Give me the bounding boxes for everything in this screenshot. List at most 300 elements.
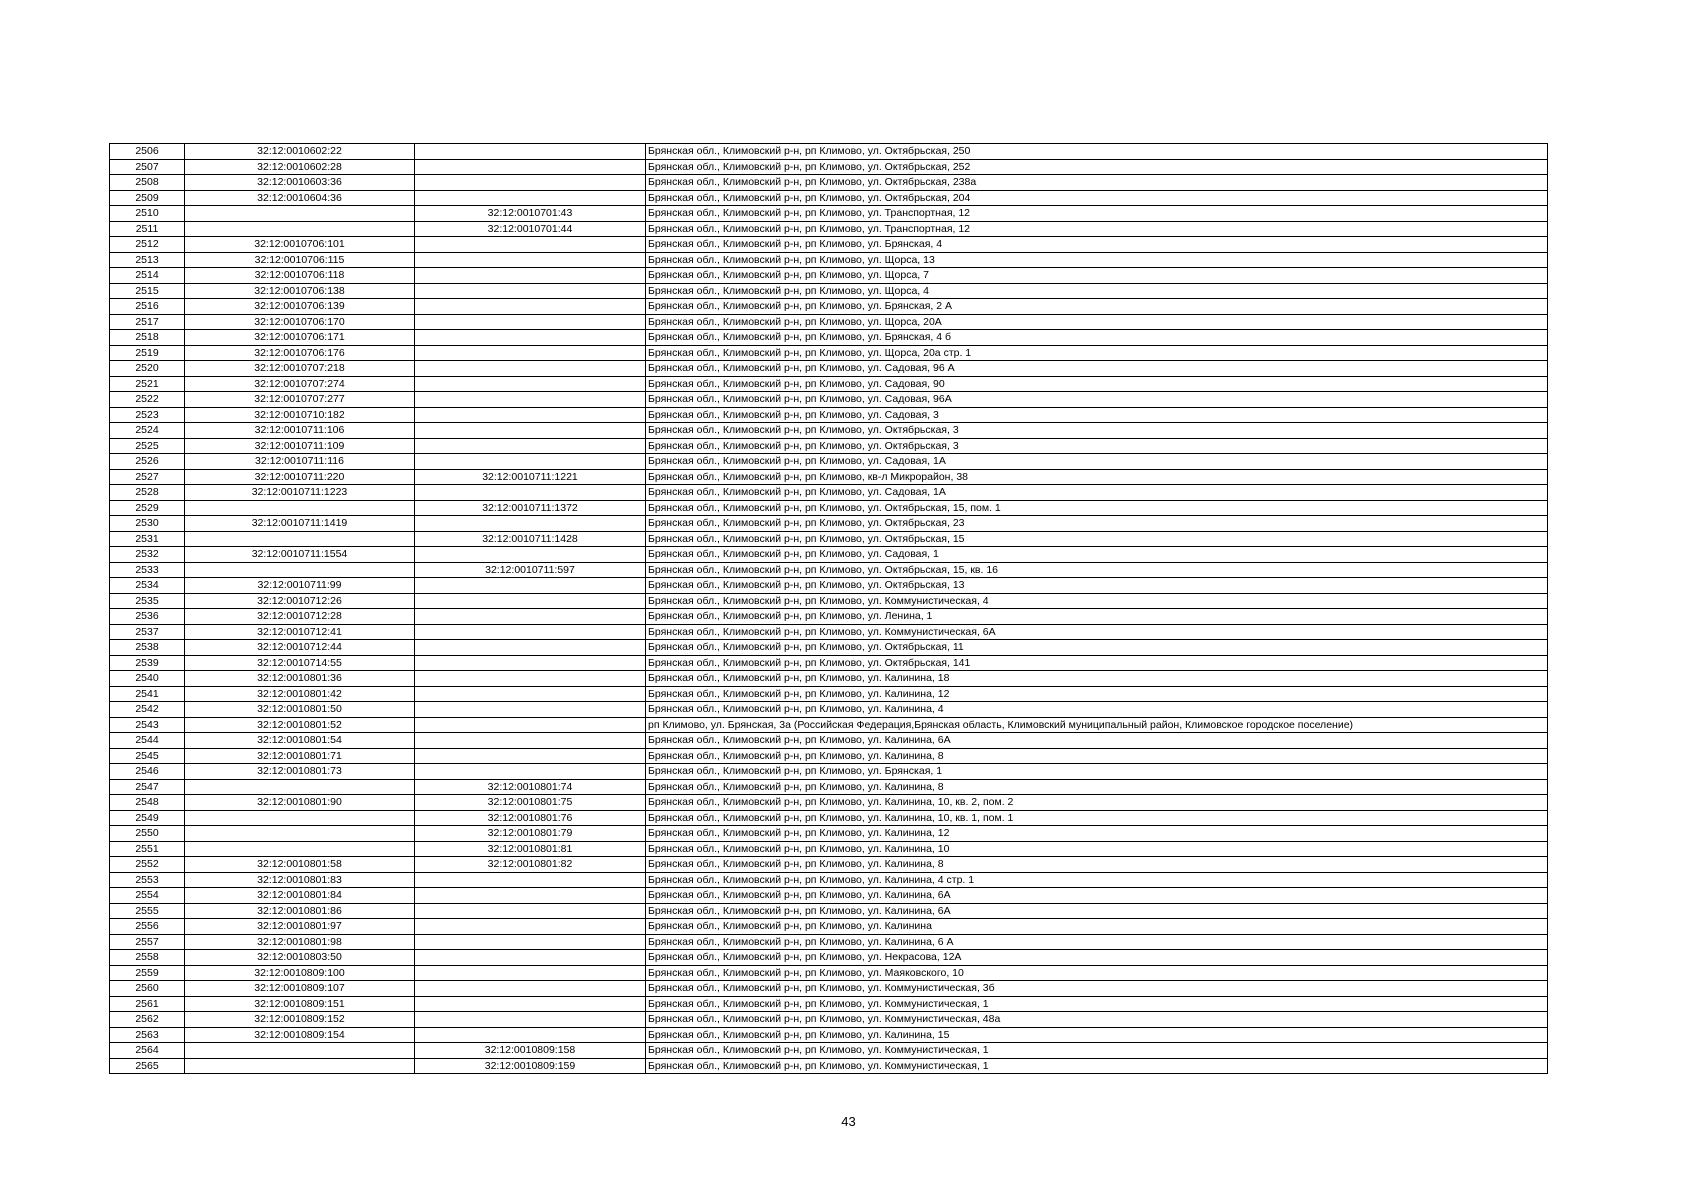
related-cadastral-number-cell [415, 578, 646, 594]
address-cell: Брянская обл., Климовский р-н, рп Климово, ул. Садовая, 1 [646, 547, 1548, 563]
cadastral-number-cell [185, 500, 415, 516]
table-row [110, 624, 1548, 640]
table-row [110, 485, 1548, 501]
row-number-cell: 2546 [110, 764, 185, 780]
row-number-cell: 2541 [110, 686, 185, 702]
address-cell: Брянская обл., Климовский р-н, рп Климово, ул. Октябрьская, 15, пом. 1 [646, 500, 1548, 516]
table-row [110, 1043, 1548, 1059]
table-row [110, 702, 1548, 718]
cadastral-number-cell: 32:12:0010712:41 [185, 624, 415, 640]
address-cell: Брянская обл., Климовский р-н, рп Климово, ул. Калинина, 10, кв. 2, пом. 2 [646, 795, 1548, 811]
cadastral-number-cell [185, 779, 415, 795]
cadastral-number-cell: 32:12:0010801:52 [185, 717, 415, 733]
page-number: 43 [841, 1114, 856, 1129]
table-row [110, 686, 1548, 702]
row-number-cell: 2529 [110, 500, 185, 516]
cadastral-table [109, 143, 1548, 1074]
row-number-cell: 2551 [110, 841, 185, 857]
cadastral-number-cell: 32:12:0010603:36 [185, 175, 415, 191]
table-row [110, 190, 1548, 206]
table-row [110, 361, 1548, 377]
related-cadastral-number-cell [415, 655, 646, 671]
related-cadastral-number-cell: 32:12:0010801:74 [415, 779, 646, 795]
row-number-cell: 2543 [110, 717, 185, 733]
related-cadastral-number-cell [415, 454, 646, 470]
table-row [110, 981, 1548, 997]
row-number-cell: 2507 [110, 159, 185, 175]
address-cell: Брянская обл., Климовский р-н, рп Климово, ул. Калинина, 8 [646, 748, 1548, 764]
related-cadastral-number-cell [415, 144, 646, 160]
row-number-cell: 2506 [110, 144, 185, 160]
cadastral-number-cell [185, 1043, 415, 1059]
row-number-cell: 2563 [110, 1027, 185, 1043]
related-cadastral-number-cell: 32:12:0010711:597 [415, 562, 646, 578]
address-cell: Брянская обл., Климовский р-н, рп Климово, ул. Коммунистическая, 1 [646, 996, 1548, 1012]
table-row [110, 733, 1548, 749]
table-row [110, 438, 1548, 454]
related-cadastral-number-cell [415, 190, 646, 206]
table-row [110, 671, 1548, 687]
row-number-cell: 2542 [110, 702, 185, 718]
row-number-cell: 2558 [110, 950, 185, 966]
table-row [110, 841, 1548, 857]
address-cell: Брянская обл., Климовский р-н, рп Климово, ул. Садовая, 3 [646, 407, 1548, 423]
related-cadastral-number-cell [415, 702, 646, 718]
address-cell: Брянская обл., Климовский р-н, рп Климово, ул. Садовая, 1А [646, 485, 1548, 501]
cadastral-number-cell [185, 810, 415, 826]
cadastral-number-cell: 32:12:0010707:218 [185, 361, 415, 377]
related-cadastral-number-cell [415, 965, 646, 981]
table-row [110, 345, 1548, 361]
related-cadastral-number-cell: 32:12:0010801:81 [415, 841, 646, 857]
address-cell: Брянская обл., Климовский р-н, рп Климово, ул. Транспортная, 12 [646, 206, 1548, 222]
row-number-cell: 2549 [110, 810, 185, 826]
cadastral-number-cell: 32:12:0010809:154 [185, 1027, 415, 1043]
address-cell: Брянская обл., Климовский р-н, рп Климово, ул. Щорса, 7 [646, 268, 1548, 284]
table-row [110, 392, 1548, 408]
row-number-cell: 2517 [110, 314, 185, 330]
related-cadastral-number-cell [415, 423, 646, 439]
address-cell: Брянская обл., Климовский р-н, рп Климово, ул. Садовая, 90 [646, 376, 1548, 392]
table-row [110, 206, 1548, 222]
row-number-cell: 2539 [110, 655, 185, 671]
address-cell: Брянская обл., Климовский р-н, рп Климово, ул. Брянская, 2 А [646, 299, 1548, 315]
cadastral-number-cell: 32:12:0010801:58 [185, 857, 415, 873]
cadastral-number-cell: 32:12:0010711:109 [185, 438, 415, 454]
table-row [110, 795, 1548, 811]
address-cell: Брянская обл., Климовский р-н, рп Климово, ул. Октябрьская, 238а [646, 175, 1548, 191]
table-row [110, 531, 1548, 547]
cadastral-number-cell: 32:12:0010706:115 [185, 252, 415, 268]
table-row [110, 965, 1548, 981]
related-cadastral-number-cell: 32:12:0010809:158 [415, 1043, 646, 1059]
cadastral-number-cell: 32:12:0010707:277 [185, 392, 415, 408]
table-row [110, 237, 1548, 253]
row-number-cell: 2535 [110, 593, 185, 609]
row-number-cell: 2548 [110, 795, 185, 811]
table-row [110, 950, 1548, 966]
related-cadastral-number-cell [415, 671, 646, 687]
row-number-cell: 2523 [110, 407, 185, 423]
related-cadastral-number-cell: 32:12:0010801:75 [415, 795, 646, 811]
cadastral-number-cell: 32:12:0010706:101 [185, 237, 415, 253]
related-cadastral-number-cell [415, 609, 646, 625]
row-number-cell: 2511 [110, 221, 185, 237]
row-number-cell: 2547 [110, 779, 185, 795]
address-cell: Брянская обл., Климовский р-н, рп Климово, ул. Щорса, 20А [646, 314, 1548, 330]
related-cadastral-number-cell [415, 345, 646, 361]
row-number-cell: 2550 [110, 826, 185, 842]
related-cadastral-number-cell [415, 733, 646, 749]
address-cell: Брянская обл., Климовский р-н, рп Климово, ул. Калинина, 10, кв. 1, пом. 1 [646, 810, 1548, 826]
cadastral-number-cell: 32:12:0010706:139 [185, 299, 415, 315]
address-cell: Брянская обл., Климовский р-н, рп Климово, ул. Брянская, 4 б [646, 330, 1548, 346]
cadastral-number-cell: 32:12:0010711:116 [185, 454, 415, 470]
related-cadastral-number-cell [415, 717, 646, 733]
related-cadastral-number-cell [415, 438, 646, 454]
table-row [110, 655, 1548, 671]
address-cell: Брянская обл., Климовский р-н, рп Климово, кв-л Микрорайон, 38 [646, 469, 1548, 485]
cadastral-number-cell: 32:12:0010706:176 [185, 345, 415, 361]
related-cadastral-number-cell: 32:12:0010809:159 [415, 1058, 646, 1074]
row-number-cell: 2521 [110, 376, 185, 392]
table-row [110, 779, 1548, 795]
cadastral-number-cell: 32:12:0010712:28 [185, 609, 415, 625]
address-cell: Брянская обл., Климовский р-н, рп Климово, ул. Калинина, 8 [646, 779, 1548, 795]
address-cell: Брянская обл., Климовский р-н, рп Климово, ул. Коммунистическая, 6А [646, 624, 1548, 640]
related-cadastral-number-cell [415, 299, 646, 315]
table-row [110, 547, 1548, 563]
table-row [110, 175, 1548, 191]
table-row [110, 144, 1548, 160]
related-cadastral-number-cell [415, 624, 646, 640]
table-row [110, 640, 1548, 656]
cadastral-number-cell: 32:12:0010712:26 [185, 593, 415, 609]
related-cadastral-number-cell [415, 407, 646, 423]
table-row [110, 1058, 1548, 1074]
row-number-cell: 2559 [110, 965, 185, 981]
address-cell: Брянская обл., Климовский р-н, рп Климово, ул. Октябрьская, 204 [646, 190, 1548, 206]
related-cadastral-number-cell: 32:12:0010801:79 [415, 826, 646, 842]
address-cell: Брянская обл., Климовский р-н, рп Климово, ул. Октябрьская, 11 [646, 640, 1548, 656]
address-cell: Брянская обл., Климовский р-н, рп Климово, ул. Калинина, 4 стр. 1 [646, 872, 1548, 888]
table-row [110, 826, 1548, 842]
related-cadastral-number-cell: 32:12:0010711:1372 [415, 500, 646, 516]
row-number-cell: 2554 [110, 888, 185, 904]
address-cell: Брянская обл., Климовский р-н, рп Климово, ул. Октябрьская, 3 [646, 423, 1548, 439]
related-cadastral-number-cell [415, 748, 646, 764]
address-cell: Брянская обл., Климовский р-н, рп Климово, ул. Калинина, 4 [646, 702, 1548, 718]
related-cadastral-number-cell [415, 996, 646, 1012]
row-number-cell: 2526 [110, 454, 185, 470]
address-cell: Брянская обл., Климовский р-н, рп Климово, ул. Калинина, 12 [646, 826, 1548, 842]
table-row [110, 159, 1548, 175]
related-cadastral-number-cell [415, 268, 646, 284]
related-cadastral-number-cell [415, 934, 646, 950]
cadastral-number-cell: 32:12:0010711:220 [185, 469, 415, 485]
address-cell: Брянская обл., Климовский р-н, рп Климово, ул. Октябрьская, 250 [646, 144, 1548, 160]
table-body [110, 144, 1548, 1074]
cadastral-number-cell: 32:12:0010801:73 [185, 764, 415, 780]
address-cell: Брянская обл., Климовский р-н, рп Климово, ул. Щорса, 20а стр. 1 [646, 345, 1548, 361]
cadastral-number-cell: 32:12:0010801:83 [185, 872, 415, 888]
cadastral-number-cell [185, 221, 415, 237]
table-row [110, 423, 1548, 439]
table-row [110, 810, 1548, 826]
table-row [110, 376, 1548, 392]
address-cell: Брянская обл., Климовский р-н, рп Климово, ул. Калинина, 6А [646, 733, 1548, 749]
row-number-cell: 2552 [110, 857, 185, 873]
address-cell: Брянская обл., Климовский р-н, рп Климово, ул. Щорса, 13 [646, 252, 1548, 268]
cadastral-number-cell: 32:12:0010604:36 [185, 190, 415, 206]
cadastral-number-cell: 32:12:0010706:170 [185, 314, 415, 330]
related-cadastral-number-cell [415, 330, 646, 346]
cadastral-number-cell: 32:12:0010706:118 [185, 268, 415, 284]
row-number-cell: 2537 [110, 624, 185, 640]
related-cadastral-number-cell [415, 237, 646, 253]
cadastral-number-cell [185, 1058, 415, 1074]
address-cell: Брянская обл., Климовский р-н, рп Климово, ул. Садовая, 96 А [646, 361, 1548, 377]
cadastral-number-cell: 32:12:0010602:22 [185, 144, 415, 160]
table-row [110, 283, 1548, 299]
cadastral-number-cell: 32:12:0010803:50 [185, 950, 415, 966]
row-number-cell: 2544 [110, 733, 185, 749]
cadastral-number-cell: 32:12:0010711:106 [185, 423, 415, 439]
address-cell: Брянская обл., Климовский р-н, рп Климово, ул. Коммунистическая, 1 [646, 1058, 1548, 1074]
address-cell: Брянская обл., Климовский р-н, рп Климово, ул. Калинина, 15 [646, 1027, 1548, 1043]
cadastral-number-cell: 32:12:0010801:86 [185, 903, 415, 919]
cadastral-number-cell: 32:12:0010801:36 [185, 671, 415, 687]
related-cadastral-number-cell [415, 981, 646, 997]
table-row [110, 748, 1548, 764]
address-cell: Брянская обл., Климовский р-н, рп Климово, ул. Октябрьская, 141 [646, 655, 1548, 671]
table-row [110, 500, 1548, 516]
related-cadastral-number-cell [415, 361, 646, 377]
cadastral-number-cell: 32:12:0010801:42 [185, 686, 415, 702]
row-number-cell: 2564 [110, 1043, 185, 1059]
related-cadastral-number-cell [415, 516, 646, 532]
cadastral-number-cell: 32:12:0010801:50 [185, 702, 415, 718]
row-number-cell: 2522 [110, 392, 185, 408]
related-cadastral-number-cell [415, 1012, 646, 1028]
row-number-cell: 2519 [110, 345, 185, 361]
related-cadastral-number-cell: 32:12:0010711:1221 [415, 469, 646, 485]
cadastral-number-cell: 32:12:0010801:84 [185, 888, 415, 904]
address-cell: Брянская обл., Климовский р-н, рп Климово, ул. Садовая, 1А [646, 454, 1548, 470]
row-number-cell: 2508 [110, 175, 185, 191]
related-cadastral-number-cell [415, 314, 646, 330]
cadastral-number-cell [185, 826, 415, 842]
address-cell: Брянская обл., Климовский р-н, рп Климово, ул. Октябрьская, 23 [646, 516, 1548, 532]
row-number-cell: 2520 [110, 361, 185, 377]
address-cell: Брянская обл., Климовский р-н, рп Климово, ул. Калинина, 6А [646, 903, 1548, 919]
related-cadastral-number-cell [415, 764, 646, 780]
row-number-cell: 2534 [110, 578, 185, 594]
related-cadastral-number-cell: 32:12:0010711:1428 [415, 531, 646, 547]
address-cell: Брянская обл., Климовский р-н, рп Климово, ул. Брянская, 4 [646, 237, 1548, 253]
row-number-cell: 2538 [110, 640, 185, 656]
address-cell: Брянская обл., Климовский р-н, рп Климово, ул. Коммунистическая, 48а [646, 1012, 1548, 1028]
row-number-cell: 2528 [110, 485, 185, 501]
cadastral-number-cell: 32:12:0010706:171 [185, 330, 415, 346]
cadastral-number-cell: 32:12:0010801:71 [185, 748, 415, 764]
cadastral-number-cell: 32:12:0010711:1223 [185, 485, 415, 501]
address-cell: Брянская обл., Климовский р-н, рп Климово, ул. Коммунистическая, 1 [646, 1043, 1548, 1059]
table-row [110, 996, 1548, 1012]
related-cadastral-number-cell [415, 376, 646, 392]
table-row [110, 454, 1548, 470]
table-row [110, 717, 1548, 733]
cadastral-number-cell [185, 841, 415, 857]
cadastral-number-cell: 32:12:0010711:99 [185, 578, 415, 594]
table-row [110, 562, 1548, 578]
related-cadastral-number-cell [415, 686, 646, 702]
table-row [110, 407, 1548, 423]
cadastral-number-cell: 32:12:0010710:182 [185, 407, 415, 423]
row-number-cell: 2510 [110, 206, 185, 222]
address-cell: Брянская обл., Климовский р-н, рп Климово, ул. Маяковского, 10 [646, 965, 1548, 981]
cadastral-number-cell: 32:12:0010809:152 [185, 1012, 415, 1028]
address-cell: Брянская обл., Климовский р-н, рп Климово, ул. Брянская, 1 [646, 764, 1548, 780]
row-number-cell: 2527 [110, 469, 185, 485]
address-cell: Брянская обл., Климовский р-н, рп Климово, ул. Октябрьская, 252 [646, 159, 1548, 175]
address-cell: Брянская обл., Климовский р-н, рп Климово, ул. Октябрьская, 3 [646, 438, 1548, 454]
row-number-cell: 2524 [110, 423, 185, 439]
row-number-cell: 2513 [110, 252, 185, 268]
table-row [110, 857, 1548, 873]
related-cadastral-number-cell: 32:12:0010801:82 [415, 857, 646, 873]
related-cadastral-number-cell [415, 640, 646, 656]
cadastral-number-cell: 32:12:0010801:98 [185, 934, 415, 950]
address-cell: Брянская обл., Климовский р-н, рп Климово, ул. Щорса, 4 [646, 283, 1548, 299]
related-cadastral-number-cell: 32:12:0010801:76 [415, 810, 646, 826]
row-number-cell: 2553 [110, 872, 185, 888]
related-cadastral-number-cell [415, 485, 646, 501]
cadastral-number-cell: 32:12:0010711:1554 [185, 547, 415, 563]
related-cadastral-number-cell [415, 888, 646, 904]
cadastral-number-cell: 32:12:0010801:90 [185, 795, 415, 811]
table-row [110, 299, 1548, 315]
table-row [110, 934, 1548, 950]
related-cadastral-number-cell [415, 175, 646, 191]
row-number-cell: 2515 [110, 283, 185, 299]
row-number-cell: 2512 [110, 237, 185, 253]
cadastral-number-cell: 32:12:0010801:97 [185, 919, 415, 935]
related-cadastral-number-cell [415, 593, 646, 609]
related-cadastral-number-cell: 32:12:0010701:44 [415, 221, 646, 237]
cadastral-number-cell: 32:12:0010706:138 [185, 283, 415, 299]
cadastral-number-cell: 32:12:0010809:100 [185, 965, 415, 981]
address-cell: Брянская обл., Климовский р-н, рп Климово, ул. Калинина, 6 А [646, 934, 1548, 950]
related-cadastral-number-cell [415, 252, 646, 268]
table-row [110, 314, 1548, 330]
cadastral-number-cell: 32:12:0010714:55 [185, 655, 415, 671]
row-number-cell: 2557 [110, 934, 185, 950]
address-cell: Брянская обл., Климовский р-н, рп Климово, ул. Калинина, 10 [646, 841, 1548, 857]
row-number-cell: 2518 [110, 330, 185, 346]
address-cell: Брянская обл., Климовский р-н, рп Климово, ул. Садовая, 96А [646, 392, 1548, 408]
row-number-cell: 2562 [110, 1012, 185, 1028]
related-cadastral-number-cell [415, 392, 646, 408]
table-row [110, 919, 1548, 935]
table-row [110, 516, 1548, 532]
cadastral-number-cell: 32:12:0010809:107 [185, 981, 415, 997]
table-row [110, 221, 1548, 237]
table-row [110, 469, 1548, 485]
table-row [110, 903, 1548, 919]
row-number-cell: 2536 [110, 609, 185, 625]
related-cadastral-number-cell [415, 283, 646, 299]
row-number-cell: 2555 [110, 903, 185, 919]
address-cell: Брянская обл., Климовский р-н, рп Климово, ул. Коммунистическая, 3б [646, 981, 1548, 997]
related-cadastral-number-cell [415, 1027, 646, 1043]
address-cell: Брянская обл., Климовский р-н, рп Климово, ул. Октябрьская, 15, кв. 16 [646, 562, 1548, 578]
address-cell: Брянская обл., Климовский р-н, рп Климово, ул. Ленина, 1 [646, 609, 1548, 625]
address-cell: Брянская обл., Климовский р-н, рп Климово, ул. Калинина, 18 [646, 671, 1548, 687]
row-number-cell: 2560 [110, 981, 185, 997]
cadastral-number-cell: 32:12:0010711:1419 [185, 516, 415, 532]
row-number-cell: 2561 [110, 996, 185, 1012]
related-cadastral-number-cell [415, 903, 646, 919]
table-row [110, 593, 1548, 609]
table-row [110, 1012, 1548, 1028]
row-number-cell: 2532 [110, 547, 185, 563]
related-cadastral-number-cell [415, 547, 646, 563]
row-number-cell: 2530 [110, 516, 185, 532]
related-cadastral-number-cell: 32:12:0010701:43 [415, 206, 646, 222]
address-cell: Брянская обл., Климовский р-н, рп Климово, ул. Октябрьская, 15 [646, 531, 1548, 547]
address-cell: Брянская обл., Климовский р-н, рп Климово, ул. Калинина [646, 919, 1548, 935]
address-cell: Брянская обл., Климовский р-н, рп Климово, ул. Калинина, 6А [646, 888, 1548, 904]
cadastral-number-cell [185, 206, 415, 222]
row-number-cell: 2533 [110, 562, 185, 578]
table-row [110, 888, 1548, 904]
row-number-cell: 2531 [110, 531, 185, 547]
table-row [110, 330, 1548, 346]
table-row [110, 1027, 1548, 1043]
row-number-cell: 2540 [110, 671, 185, 687]
table-row [110, 872, 1548, 888]
address-cell: Брянская обл., Климовский р-н, рп Климово, ул. Некрасова, 12А [646, 950, 1548, 966]
related-cadastral-number-cell [415, 950, 646, 966]
table-row [110, 252, 1548, 268]
cadastral-number-cell: 32:12:0010801:54 [185, 733, 415, 749]
row-number-cell: 2509 [110, 190, 185, 206]
address-cell: Брянская обл., Климовский р-н, рп Климово, ул. Калинина, 8 [646, 857, 1548, 873]
address-cell: Брянская обл., Климовский р-н, рп Климово, ул. Коммунистическая, 4 [646, 593, 1548, 609]
cadastral-number-cell: 32:12:0010602:28 [185, 159, 415, 175]
table-row [110, 764, 1548, 780]
table-row [110, 578, 1548, 594]
address-cell: Брянская обл., Климовский р-н, рп Климово, ул. Октябрьская, 13 [646, 578, 1548, 594]
address-cell: Брянская обл., Климовский р-н, рп Климово, ул. Калинина, 12 [646, 686, 1548, 702]
row-number-cell: 2525 [110, 438, 185, 454]
row-number-cell: 2556 [110, 919, 185, 935]
cadastral-number-cell: 32:12:0010712:44 [185, 640, 415, 656]
cadastral-number-cell [185, 562, 415, 578]
table-row [110, 268, 1548, 284]
row-number-cell: 2516 [110, 299, 185, 315]
related-cadastral-number-cell [415, 919, 646, 935]
cadastral-number-cell [185, 531, 415, 547]
row-number-cell: 2514 [110, 268, 185, 284]
cadastral-number-cell: 32:12:0010707:274 [185, 376, 415, 392]
cadastral-number-cell: 32:12:0010809:151 [185, 996, 415, 1012]
table-row [110, 609, 1548, 625]
address-cell: рп Климово, ул. Брянская, 3а (Российская Федерация,Брянская область, Климовский муниципальный район, Климовское городское поселение) [646, 717, 1548, 733]
related-cadastral-number-cell [415, 872, 646, 888]
row-number-cell: 2565 [110, 1058, 185, 1074]
